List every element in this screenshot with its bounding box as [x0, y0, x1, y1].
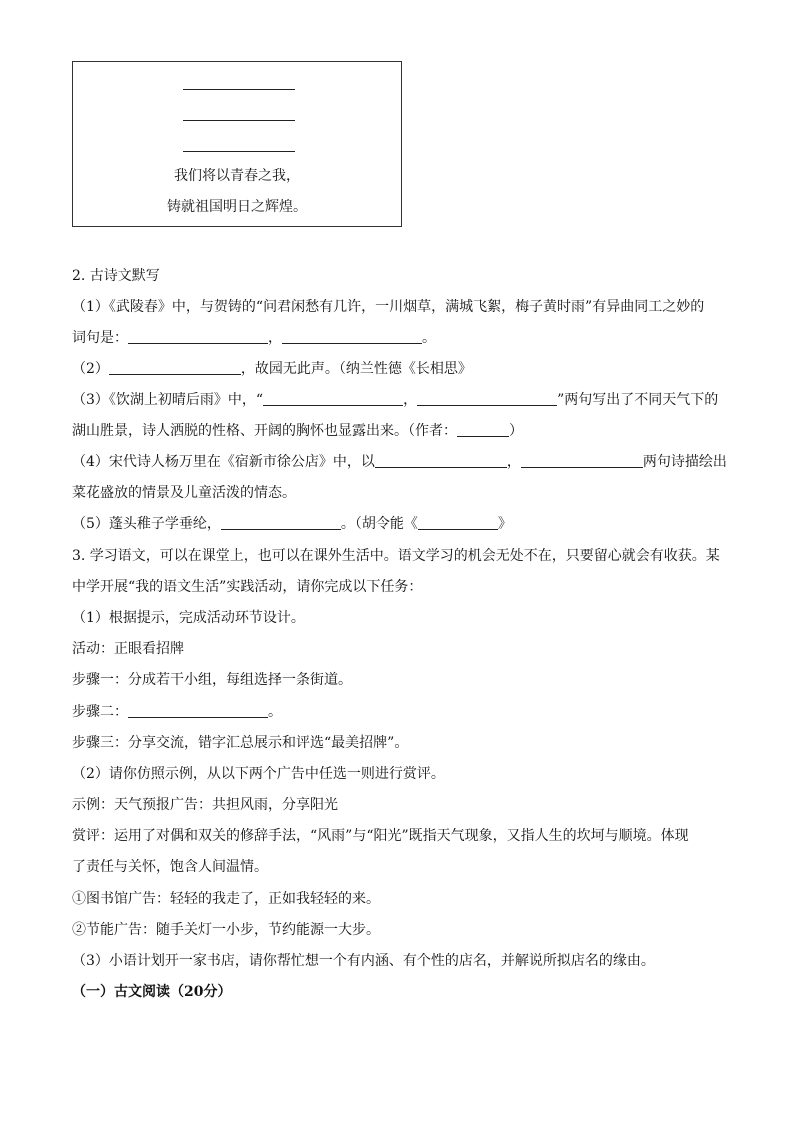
q3-step1: 步骤一：分成若干小组，每组选择一条街道。: [72, 672, 352, 688]
q3-example: 示例：天气预报广告：共担风雨，分享阳光: [72, 797, 338, 813]
blank-4a[interactable]: [375, 453, 507, 468]
blank-3a[interactable]: [263, 391, 403, 406]
q2-item5: （5）蓬头稚子学垂纶， 。（胡令能《 》: [72, 516, 512, 532]
q3-step2: 步骤二： 。: [72, 704, 282, 720]
poem-blank-box: [72, 61, 402, 227]
q3-step3: 步骤三：分享交流，错字汇总展示和评选“最美招牌”。: [72, 735, 409, 751]
blank-3b[interactable]: [417, 391, 557, 406]
blank-line-2[interactable]: [183, 120, 295, 121]
q2-item3-line1: （3）《饮湖上初晴后雨》中，“ ， ”两句写出了不同天气下的: [72, 392, 719, 408]
q2-item1-line1: （1）《武陵春》中，与贺铸的“问君闲愁有几许，一川烟草，满城飞絮，梅子黄时雨”有异曲同工之妙的: [72, 299, 705, 315]
q3-ad2: ②节能广告：随手关灯一小步，节约能源一大步。: [72, 922, 380, 938]
q3-task3: （3）小语计划开一家书店，请你帮忙想一个有内涵、有个性的店名，并解说所拟店名的缘由。: [72, 953, 655, 969]
q3-intro-line2: 中学开展“我的语文生活”实践活动，请你完成以下任务：: [72, 579, 423, 595]
blank-2[interactable]: [109, 360, 241, 375]
q2-item4-line1: （4）宋代诗人杨万里在《宿新市徐公店》中，以 ， 两句诗描绘出: [72, 454, 727, 470]
q2-item4-line2: 菜花盛放的情景及儿童活泼的情态。: [72, 485, 296, 501]
q3-ad1: ①图书馆广告：轻轻的我走了，正如我轻轻的来。: [72, 891, 380, 907]
q3-task1: （1）根据提示，完成活动环节设计。: [72, 610, 305, 626]
box-text-2: 铸就祖国明日之辉煌。: [167, 199, 307, 215]
q3-comment-line2: 了责任与关怀，饱含人间温情。: [72, 859, 268, 875]
q2-item2: （2） ，故园无此声。（纳兰性德《长相思》: [72, 361, 472, 377]
q3-activity: 活动：正眼看招牌: [72, 641, 184, 657]
q3-task2: （2）请你仿照示例，从以下两个广告中任选一则进行赏评。: [72, 766, 445, 782]
blank-4b[interactable]: [521, 453, 643, 468]
q2-title: 2. 古诗文默写: [72, 268, 160, 284]
box-text-1: 我们将以青春之我，: [174, 168, 300, 184]
q3-intro-line1: 3. 学习语文，可以在课堂上，也可以在课外生活中。语文学习的机会无处不在，只要留心就会有收获。某: [72, 548, 720, 564]
blank-line-3[interactable]: [183, 151, 295, 152]
blank-line-1[interactable]: [183, 89, 295, 90]
blank-1b[interactable]: [282, 329, 422, 344]
blank-5-title[interactable]: [418, 515, 498, 530]
q3-comment-line1: 赏评：运用了对偶和双关的修辞手法，“风雨”与“阳光”既指天气现象，又指人生的坎坷与顺境。体现: [72, 828, 689, 844]
blank-step2[interactable]: [128, 703, 268, 718]
blank-5[interactable]: [221, 515, 341, 530]
blank-3-author[interactable]: [457, 422, 509, 437]
q2-item3-line2: 湖山胜景，诗人洒脱的性格、开阔的胸怀也显露出来。（作者： ）: [72, 423, 523, 439]
q2-item1-line2: 词句是： ， 。: [72, 330, 436, 346]
blank-1a[interactable]: [128, 329, 268, 344]
section-title: （一）古文阅读（20分）: [72, 984, 232, 1000]
